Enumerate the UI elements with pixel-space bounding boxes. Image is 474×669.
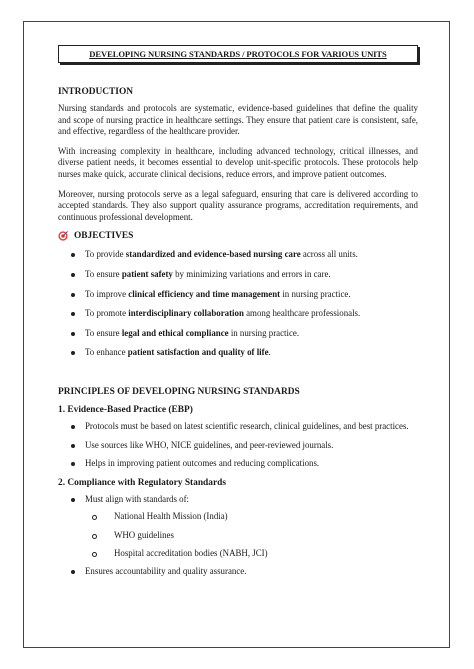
list-item: To promote interdisciplinary collaboration among healthcare professionals. — [58, 308, 418, 320]
introduction-heading: INTRODUCTION — [58, 87, 134, 97]
regulatory-list — [58, 494, 418, 506]
ebp-list — [58, 421, 418, 470]
sub-list-item: National Health Mission (India) — [58, 511, 418, 523]
section-heading-ebp: 1. Evidence-Based Practice (EBP) — [58, 404, 193, 415]
list-item: Ensures accountability and quality assurance. — [58, 566, 418, 578]
regulatory-sub-list — [58, 511, 418, 560]
list-item: To provide standardized and evidence-based nursing care across all units. — [58, 249, 418, 261]
page-content — [58, 45, 418, 578]
list-item: Helps in improving patient outcomes and reducing complications. — [58, 458, 418, 470]
objectives-heading: OBJECTIVES — [74, 231, 134, 242]
list-item: Use sources like WHO, NICE guidelines, and peer-reviewed journals. — [58, 440, 418, 452]
list-item: Must align with standards of: — [58, 494, 418, 506]
sub-list-item: Hospital accreditation bodies (NABH, JCI) — [58, 548, 418, 560]
sub-list-item: WHO guidelines — [58, 530, 418, 542]
intro-paragraph-1: Nursing standards and protocols are systematic, evidence-based guidelines that define the quality and scope of nursing practice in healthcare settings. They ensure that patient care is consistent, safe, and effective, regardless of the healthcare provider. — [58, 103, 418, 137]
target-icon — [58, 231, 68, 241]
objectives-list — [58, 249, 418, 359]
list-item: To enhance patient satisfaction and quality of life. — [58, 347, 418, 359]
intro-paragraph-3: Moreover, nursing protocols serve as a legal safeguard, ensuring that care is delivered according to accepted standards. They also support quality assurance programs, accreditation requirements, and continuous professional development. — [58, 188, 418, 222]
list-item: To ensure legal and ethical compliance in nursing practice. — [58, 328, 418, 340]
objectives-header — [58, 231, 418, 241]
intro-paragraph-2: With increasing complexity in healthcare, including advanced technology, critical illnesses, and diverse patient needs, it becomes essential to develop unit-specific protocols. These protocols help nurses make quick, accurate clinical decisions, reduce errors, and improve patient outcomes. — [58, 145, 418, 179]
principles-heading: PRINCIPLES OF DEVELOPING NURSING STANDARDS — [58, 386, 300, 397]
document-title: DEVELOPING NURSING STANDARDS / PROTOCOLS FOR VARIOUS UNITS — [58, 45, 418, 63]
regulatory-tail-list — [58, 566, 418, 578]
section-heading-regulatory: 2. Compliance with Regulatory Standards — [58, 477, 226, 488]
list-item: To improve clinical efficiency and time management in nursing practice. — [58, 289, 418, 301]
list-item: To ensure patient safety by minimizing variations and errors in care. — [58, 269, 418, 281]
list-item: Protocols must be based on latest scientific research, clinical guidelines, and best practices. — [58, 421, 418, 433]
